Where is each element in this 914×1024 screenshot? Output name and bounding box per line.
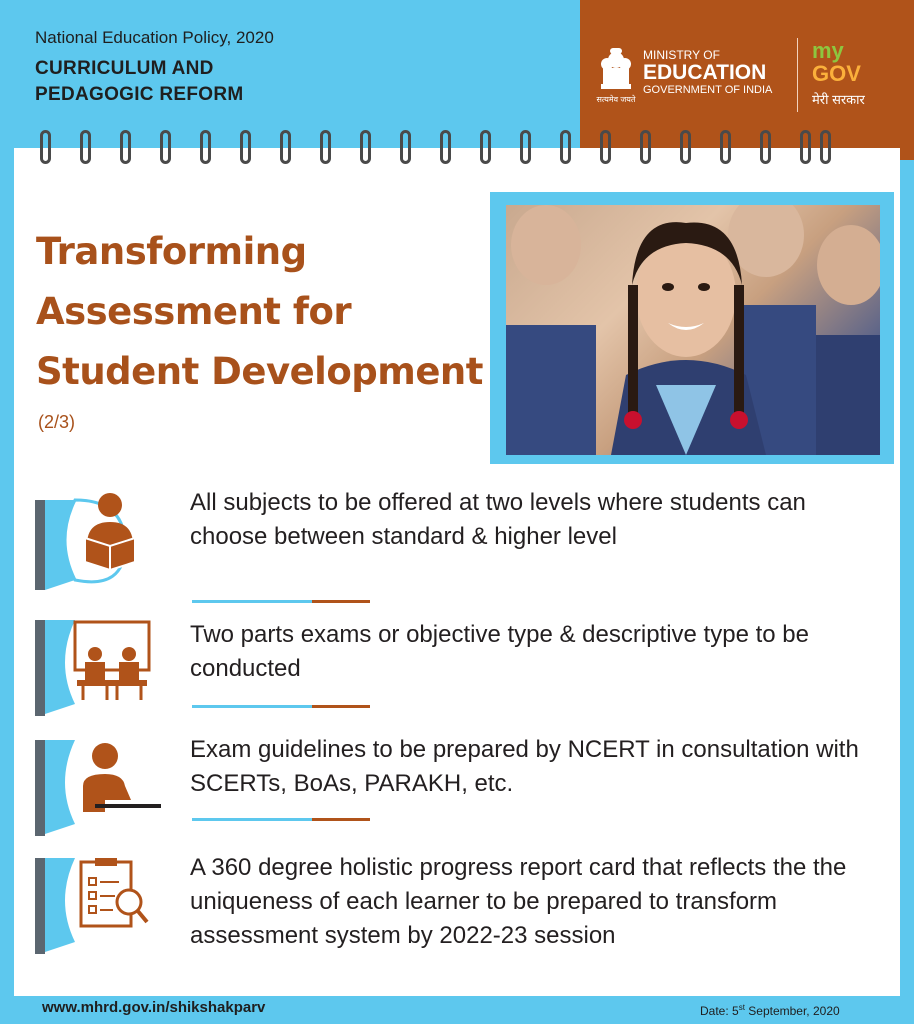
policy-title: National Education Policy, 2020 [35,28,274,47]
spiral-ring-icon [360,130,371,164]
teacher-desk-icon [35,738,165,838]
ministry-logo [643,48,772,97]
spiral-ring-icon [680,130,691,164]
spiral-ring-icon [280,130,291,164]
students-illustration-icon [506,205,880,455]
spiral-ring-icon [800,130,811,164]
ministry-line2: EDUCATION [643,61,767,84]
exam-hall-icon [35,618,165,718]
mygov-gov: GOV [812,61,861,86]
spiral-ring-icon [440,130,451,164]
main-title [36,222,483,402]
spiral-ring-icon [720,130,731,164]
spiral-ring-icon [240,130,251,164]
mygov-my: my [812,38,844,63]
item-3-text: Exam guidelines to be prepared by NCERT in consultation with SCERTs, BoAs, PARAKH, etc. [190,736,859,797]
mygov-logo [812,40,865,108]
part-indicator: (2/3) [38,412,76,432]
date-prefix: Date: 5 [700,1004,739,1018]
spiral-ring-icon [400,130,411,164]
reform-line1: CURRICULUM AND [35,58,214,79]
emblem-caption: सत्यमेव जयते [596,95,636,104]
ministry-line1: MINISTRY OF [643,48,720,62]
spiral-binding [40,130,880,170]
reform-title [35,56,244,108]
item-1-divider [192,600,370,603]
item-4-text: A 360 degree holistic progress report card that reflects the the uniqueness of each learner to be prepared to transform assessment system by 2022-23 session [190,854,847,949]
footer-url[interactable]: www.mhrd.gov.in/shikshakparv [42,999,266,1016]
reform-line2: PEDAGOGIC REFORM [35,84,244,105]
item-2-divider [192,705,370,708]
footer-date [700,1003,840,1018]
spiral-ring-icon [480,130,491,164]
spiral-ring-icon [120,130,131,164]
spiral-ring-icon [600,130,611,164]
spiral-ring-icon [320,130,331,164]
spiral-ring-icon [560,130,571,164]
spiral-ring-icon [200,130,211,164]
title-line3: Student Development [36,350,483,393]
header-divider [797,38,798,112]
item-1-text: All subjects to be offered at two levels where students can choose between standard & higher level [190,489,806,550]
item-3-divider [192,818,370,821]
spiral-ring-icon [160,130,171,164]
spiral-ring-icon [760,130,771,164]
spiral-ring-icon [820,130,831,164]
students-photo [506,205,880,455]
date-suffix-ordinal: st [738,1003,745,1012]
report-card-icon [35,856,165,956]
ministry-line3: GOVERNMENT OF INDIA [643,84,773,96]
title-line1: Transforming [36,230,307,273]
title-line2: Assessment for [36,290,352,333]
date-rest: September, 2020 [744,1004,840,1018]
spiral-ring-icon [520,130,531,164]
mygov-hindi: मेरी सरकार [812,92,865,107]
spiral-ring-icon [40,130,51,164]
spiral-ring-icon [80,130,91,164]
student-reading-icon [35,490,165,590]
spiral-ring-icon [640,130,651,164]
item-2-text: Two parts exams or objective type & descriptive type to be conducted [190,621,809,682]
